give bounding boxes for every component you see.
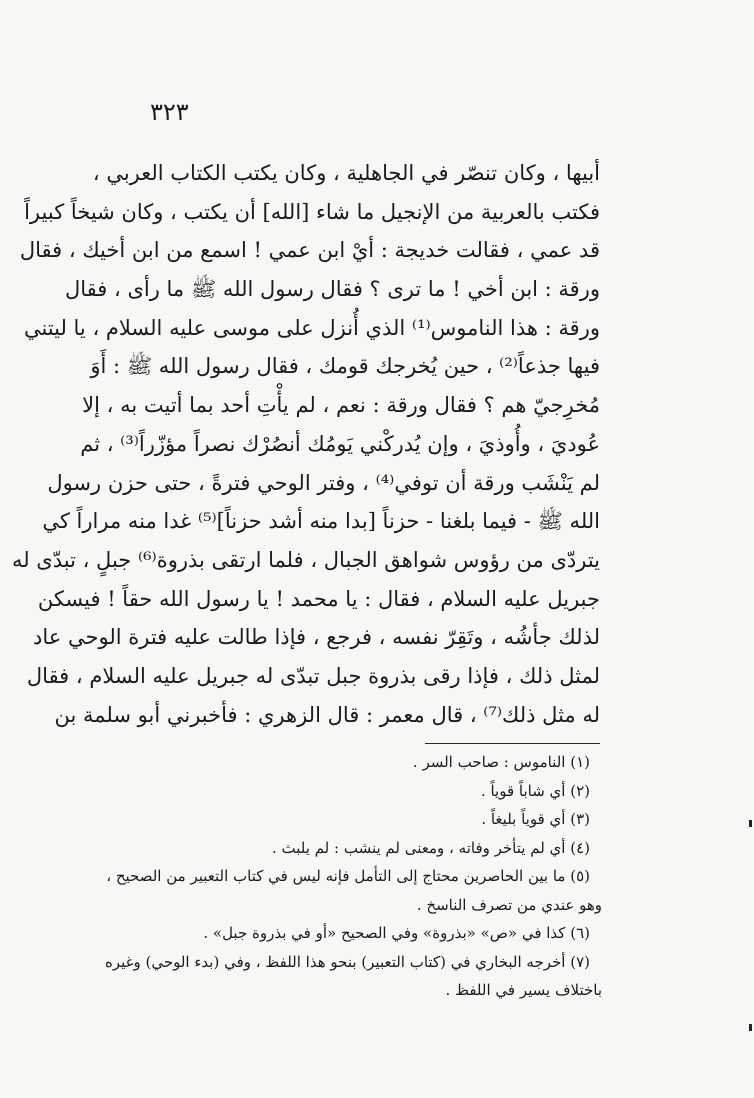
footnote-3: (٣) أي قوياً بليغاً . (481, 810, 590, 828)
footnote-6: (٦) كذا في «ص» «بذروة» وفي الصحيح «أو في بذروة جبل» . (203, 924, 590, 942)
text-line: ورقة : هذا الناموس⁽¹⁾ الذي أُنزل على موسى عليه السلام ، يا ليتني (23, 315, 600, 340)
footnote-5-continued: وهو عندي من تصرف الناسخ . (416, 895, 602, 914)
footnote-4: (٤) أي لم يتأخر وفاته ، ومعنى لم ينشب : لم يلبث . (272, 838, 590, 857)
text-line: لمثل ذلك ، فإذا رقى بذروة جبل تبدّى له جبريل عليه السلام ، فقال (26, 663, 600, 688)
scan-edge-mark (749, 1024, 752, 1031)
text-line: يتردّى من رؤوس شواهق الجبال ، فلما ارتقى بذروة⁽⁶⁾ جبلٍ ، تبدّى له (11, 547, 600, 572)
footnote-separator (425, 743, 600, 744)
text-line: ورقة : ابن أخي ! ما ترى ؟ فقال رسول الله ﷺ ما رأى ، فقال (65, 277, 600, 302)
text-line: أبيها ، وكان تنصّر في الجاهلية ، وكان يكتب الكتاب العربي ، (92, 161, 600, 185)
text-line: لم يَنْشَب ورقة أن توفي⁽⁴⁾ ، وفتر الوحي فترةً ، حتى حزن رسول (47, 470, 600, 495)
footnote-5: (٥) ما بين الحاصرين محتاج إلى التأمل فإنه ليس في كتاب التعبير من الصحيح ، (106, 867, 590, 885)
main-text (11, 154, 600, 734)
text-line: له مثل ذلك⁽⁷⁾ ، قال معمر : قال الزهري : فأخبرني أبو سلمة بن (54, 702, 600, 727)
footnote-7-continued: باختلاف يسير في اللفظ . (445, 981, 602, 999)
scan-edge-mark (749, 820, 752, 827)
text-line: فكتب بالعربية من الإنجيل ما شاء [الله] أن يكتب ، وكان شيخاً كبيراً (24, 199, 600, 224)
text-line: جبريل عليه السلام ، فقال : يا محمد ! يا رسول الله حقاً ! فيسكن (37, 586, 600, 611)
page-number: ٣٢٣ (150, 98, 189, 126)
text-line: قد عمي ، فقالت خديجة : أيْ ابن عمي ! اسمع من ابن أخيك ، فقال (19, 238, 600, 263)
footnote-1: (١) الناموس : صاحب السر . (412, 753, 590, 771)
text-line: الله ﷺ - فيما بلغنا - حزناً [بدا منه أشد حزناً]⁽⁵⁾ غدا منه مراراً كي (42, 509, 600, 534)
text-line: فيها جذعاً⁽²⁾ ، حين يُخرجك قومك ، فقال رسول الله ﷺ : أَوَ (90, 354, 600, 379)
text-line: لذلك جأشُه ، وتَقِرّ نفسه ، فرجع ، فإذا طالت عليه فترة الوحي عاد (33, 625, 600, 650)
footnote-2: (٢) أي شاباً قوياً . (480, 781, 590, 800)
text-line: عُوديَ ، وأُوذيَ ، وإن يُدركْني يَومُك أنصُرْك نصراً مؤزّراً⁽³⁾ ، ثم (80, 431, 600, 456)
text-line: مُخرِجيّ هم ؟ فقال ورقة : نعم ، لم يأْتِ أحد بما أتيت به ، إلا (82, 393, 600, 418)
footnotes (104, 748, 602, 1005)
footnote-7: (٧) أخرجه البخاري في (كتاب التعبير) بنحو هذا اللفظ ، وفي (بدء الوحي) وغيره (104, 952, 590, 971)
